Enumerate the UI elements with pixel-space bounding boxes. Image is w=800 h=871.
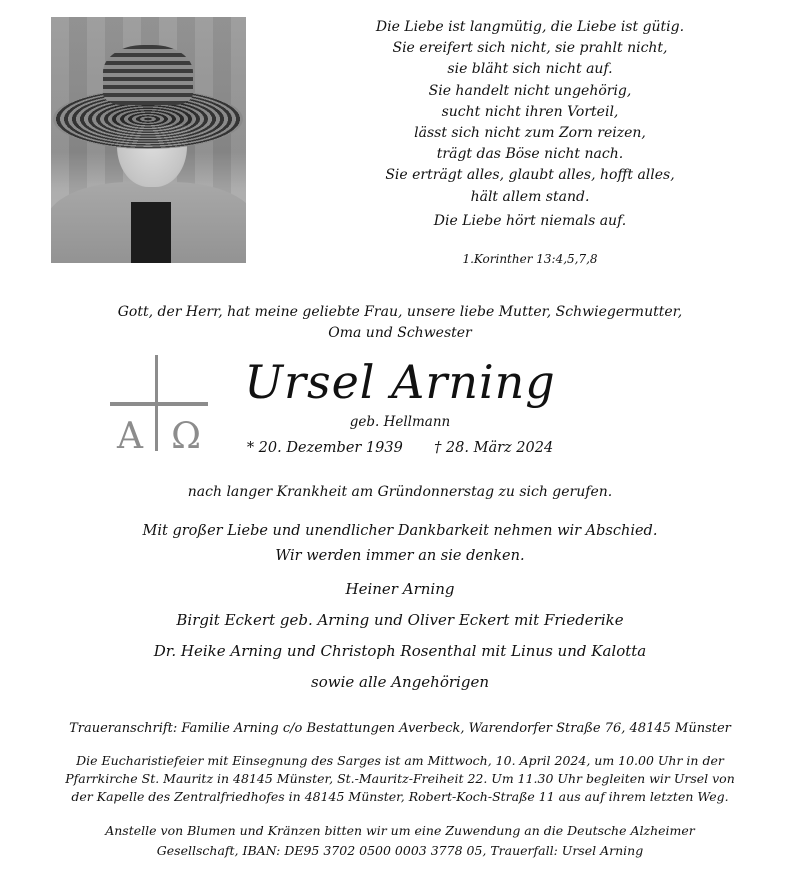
intro-text <box>60 302 740 344</box>
family-member: Heiner Arning <box>345 580 455 598</box>
photo-collar <box>131 202 171 263</box>
called-home-text: nach langer Krankheit am Gründonnerstag zu sich gerufen. <box>187 484 613 500</box>
family-member: sowie alle Angehörigen <box>311 673 489 691</box>
family-member: Dr. Heike Arning und Christoph Rosenthal mit Linus und Kalotta <box>153 642 647 660</box>
farewell-text <box>60 519 740 569</box>
donation-line: Anstelle von Blumen und Kränzen bitten wir um eine Zuwendung an die Deutsche Alzheimer <box>105 823 695 838</box>
poem-line: Sie ereifert sich nicht, sie prahlt nicht, <box>392 40 668 57</box>
mourning-address: Traueranschrift: Familie Arning c/o Bestattungen Averbeck, Warendorfer Straße 76, 48145 Münster <box>69 721 731 736</box>
poem-line: hält allem stand. <box>470 188 590 205</box>
life-dates <box>215 440 585 456</box>
death-date: † 28. März 2024 <box>434 440 554 456</box>
alpha-letter: A <box>117 416 143 453</box>
poem <box>300 17 760 208</box>
cross-alpha-omega-icon <box>108 355 212 453</box>
family-member: Birgit Eckert geb. Arning und Oliver Eckert mit Friederike <box>176 611 624 629</box>
farewell-line: Wir werden immer an sie denken. <box>275 548 525 564</box>
portrait-photo <box>51 17 246 263</box>
poem-line: sie bläht sich nicht auf. <box>447 61 613 78</box>
poem-line: Sie erträgt alles, glaubt alles, hofft alles, <box>385 167 675 184</box>
service-line: Die Eucharistiefeier mit Einsegnung des Sarges ist am Mittwoch, 10. April 2024, um 10.00 Uhr in der <box>76 753 724 768</box>
family-list <box>60 579 740 703</box>
deceased-name: Ursel Arning <box>244 355 556 409</box>
photo-hat-crown <box>103 45 193 105</box>
donation-line: Gesellschaft, IBAN: DE95 3702 0500 0003 3778 05, Trauerfall: Ursel Arning <box>156 843 644 858</box>
farewell-line: Mit großer Liebe und unendlicher Dankbarkeit nehmen wir Abschied. <box>142 523 658 539</box>
poem-closing: Die Liebe hört niemals auf. <box>433 213 627 229</box>
poem-line: lässt sich nicht zum Zorn reizen, <box>414 125 646 142</box>
poem-line: trägt das Böse nicht nach. <box>436 146 624 163</box>
birth-date: * 20. Dezember 1939 <box>246 440 403 456</box>
maiden-name: geb. Hellmann <box>349 414 451 430</box>
intro-line: Gott, der Herr, hat meine geliebte Frau, unsere liebe Mutter, Schwiegermutter, <box>117 304 683 320</box>
cross-horizontal-bar <box>110 402 208 406</box>
service-info <box>20 752 780 806</box>
poem-line: Die Liebe ist langmütig, die Liebe ist gütig. <box>375 19 685 35</box>
service-line: Pfarrkirche St. Mauritz in 48145 Münster, St.-Mauritz-Freiheit 22. Um 11.30 Uhr begleiten wir Ursel von <box>65 771 735 786</box>
donation-info <box>20 821 780 861</box>
service-line: der Kapelle des Zentralfriedhofes in 48145 Münster, Robert-Koch-Straße 11 aus auf ihrem letzten Weg. <box>71 789 729 804</box>
intro-line: Oma und Schwester <box>328 325 472 341</box>
bible-reference: 1.Korinther 13:4,5,7,8 <box>462 252 598 266</box>
poem-line: Sie handelt nicht ungehörig, <box>428 82 632 99</box>
omega-letter: Ω <box>171 416 201 453</box>
poem-line: sucht nicht ihren Vorteil, <box>441 103 619 120</box>
